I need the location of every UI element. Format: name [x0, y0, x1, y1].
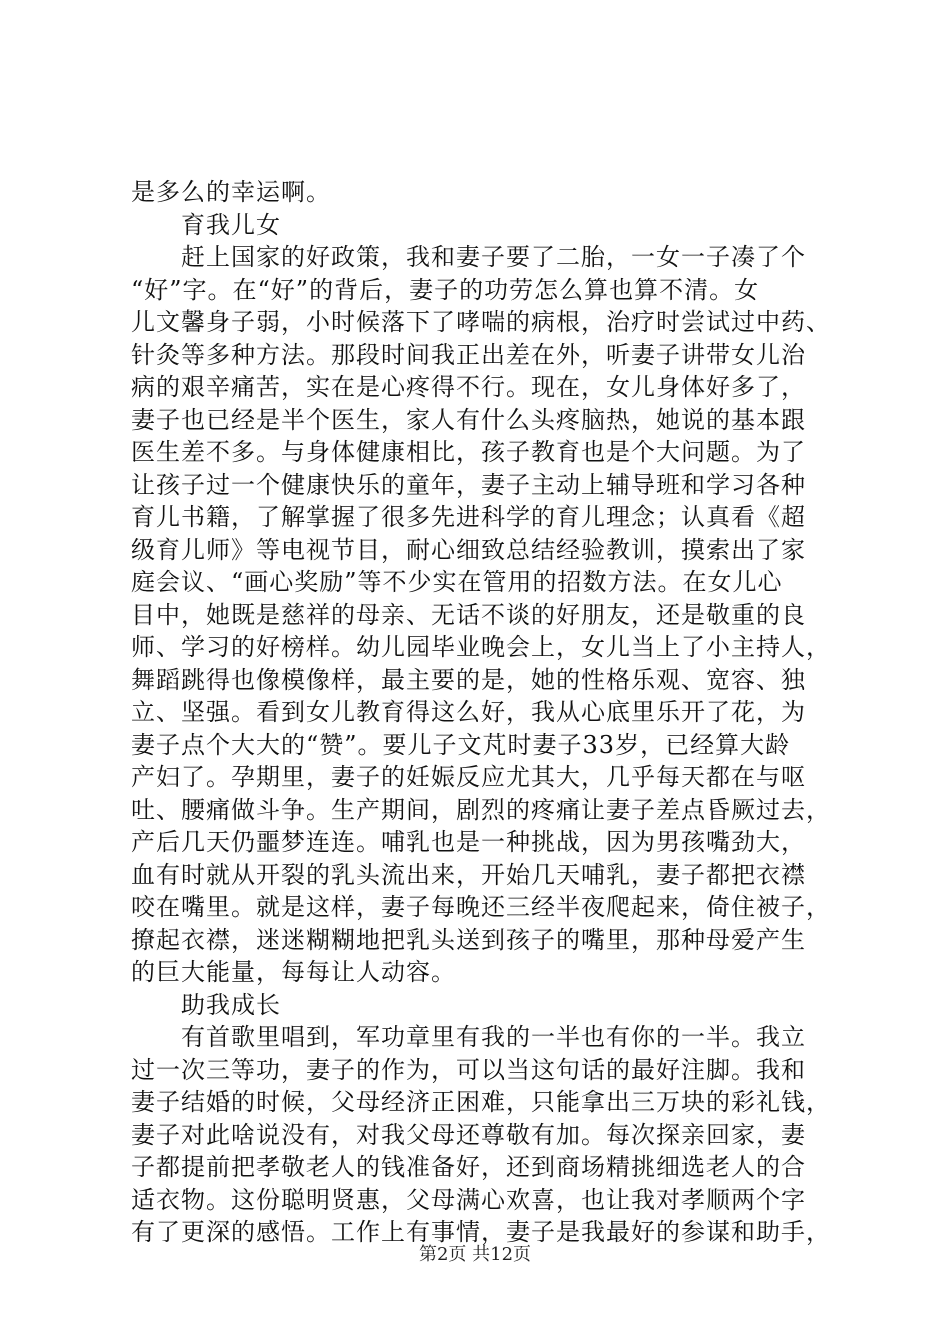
- text-line: 针灸等多种方法。那段时间我正出差在外，听妻子讲带女儿治: [131, 340, 806, 369]
- text-line: 医生差不多。与身体健康相比，孩子教育也是个大问题。为了: [131, 438, 806, 466]
- text-line: 妻子也已经是半个医生，家人有什么头疼脑热，她说的基本跟: [131, 405, 806, 434]
- page-number-footer: 第2页 共12页: [418, 1244, 532, 1265]
- text-line: 是多么的幸运啊。: [131, 178, 331, 206]
- text-line: 的巨大能量，每每让人动容。: [131, 958, 456, 986]
- text-line: 子都提前把孝敬老人的钱准备好，还到商场精挑细选老人的合: [131, 1153, 806, 1181]
- text-line: 过一次三等功，妻子的作为，可以当这句话的最好注脚。我和: [131, 1055, 806, 1084]
- text-line: 吐、腰痛做斗争。生产期间，剧烈的疼痛让妻子差点昏厥过去，: [131, 795, 831, 824]
- text-line: 师、学习的好榜样。幼儿园毕业晚会上，女儿当上了小主持人，: [131, 633, 831, 661]
- text-line: 有了更深的感悟。工作上有事情，妻子是我最好的参谋和助手，: [131, 1218, 831, 1246]
- text-line: 舞蹈跳得也像模像样，最主要的是，她的性格乐观、宽容、独: [131, 665, 806, 694]
- paragraph-first-line: 赶上国家的好政策，我和妻子要了二胎，一女一子凑了个: [181, 243, 806, 271]
- text-line: 庭会议、“画心奖励”等不少实在管用的招数方法。在女儿心: [131, 568, 783, 596]
- text-line: 育儿书籍，了解掌握了很多先进科学的育儿理念；认真看《超: [131, 503, 806, 531]
- text-line: 适衣物。这份聪明贤惠，父母满心欢喜，也让我对孝顺两个字: [131, 1185, 806, 1214]
- text-line: 产妇了。孕期里，妻子的妊娠反应尤其大，几乎每天都在与呕: [131, 763, 806, 791]
- paragraph-first-line: 有首歌里唱到，军功章里有我的一半也有你的一半。我立: [181, 1023, 806, 1051]
- text-line: 血有时就从开裂的乳头流出来，开始几天哺乳，妻子都把衣襟: [131, 860, 806, 889]
- text-line: 撩起衣襟，迷迷糊糊地把乳头送到孩子的嘴里，那种母爱产生: [131, 925, 806, 954]
- text-line: 妻子点个大大的“赞”。要儿子文芃时妻子33岁，已经算大龄: [131, 730, 791, 759]
- text-line: 儿文馨身子弱，小时候落下了哮喘的病根，治疗时尝试过中药、: [131, 308, 831, 336]
- text-line: 让孩子过一个健康快乐的童年，妻子主动上辅导班和学习各种: [131, 470, 806, 499]
- text-line: 立、坚强。看到女儿教育得这么好，我从心底里乐开了花，为: [131, 698, 806, 726]
- section-heading: 助我成长: [181, 990, 281, 1019]
- text-line: 目中，她既是慈祥的母亲、无话不谈的好朋友，还是敬重的良: [131, 600, 806, 629]
- text-line: 妻子对此啥说没有，对我父母还尊敬有加。每次探亲回家，妻: [131, 1120, 806, 1149]
- text-line: 病的艰辛痛苦，实在是心疼得不行。现在，女儿身体好多了，: [131, 373, 806, 401]
- text-line: “好”字。在“好”的背后，妻子的功劳怎么算也算不清。女: [131, 275, 760, 304]
- document-body: [131, 176, 831, 1249]
- text-line: 咬在嘴里。就是这样，妻子每晚还三经半夜爬起来，倚住被子，: [131, 893, 831, 921]
- text-line: 产后几天仍噩梦连连。哺乳也是一种挑战，因为男孩嘴劲大，: [131, 828, 806, 856]
- text-line: 级育儿师》等电视节目，耐心细致总结经验教训，摸索出了家: [131, 535, 806, 564]
- text-line: 妻子结婚的时候，父母经济正困难，只能拿出三万块的彩礼钱，: [131, 1088, 831, 1116]
- section-heading: 育我儿女: [181, 210, 281, 239]
